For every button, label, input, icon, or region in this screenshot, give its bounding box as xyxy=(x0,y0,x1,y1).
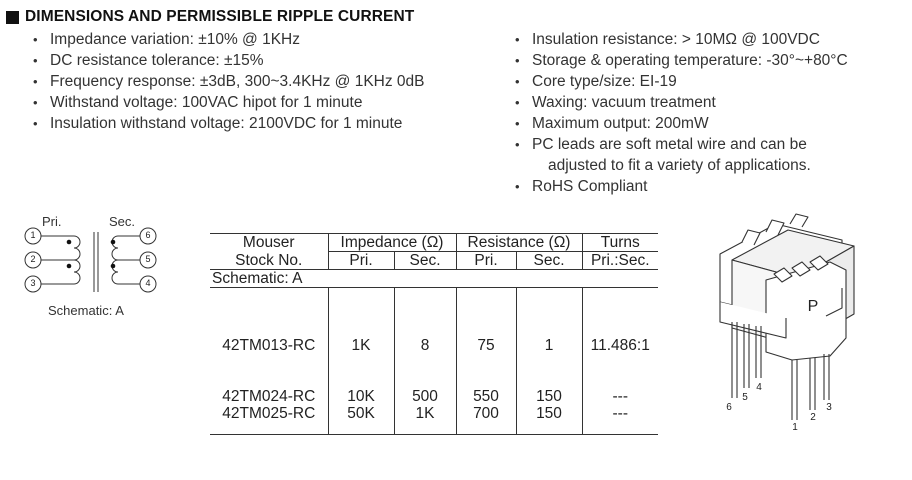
resistance-pri: 550 xyxy=(456,388,516,405)
col-header-resistance: Resistance (Ω) xyxy=(456,234,582,252)
stock-number: 42TM013-RC xyxy=(222,337,316,354)
spec-item: • Frequency response: ±3dB, 300~3.4KHz @ 1KHz 0dB xyxy=(30,71,425,92)
col-header-turns-ratio: Pri.:Sec. xyxy=(582,252,658,270)
secondary-label: Sec. xyxy=(109,214,136,229)
spec-item: • Insulation withstand voltage: 2100VDC for 1 minute xyxy=(30,113,425,134)
resistance-pri: 700 xyxy=(456,405,516,435)
col-header-mouser: Mouser xyxy=(210,234,328,252)
spec-list-right xyxy=(512,29,848,197)
spec-item-multiline xyxy=(512,134,848,176)
col-header-imp-pri: Pri. xyxy=(328,252,394,270)
transformer-drawing xyxy=(706,210,906,440)
pin-label: 2 xyxy=(30,254,36,264)
spec-item: • Core type/size: EI-19 xyxy=(512,71,848,92)
impedance-pri: 10K xyxy=(328,388,394,405)
spec-item: • Insulation resistance: > 10MΩ @ 100VDC xyxy=(512,29,848,50)
spec-item: • Maximum output: 200mW xyxy=(512,113,848,134)
primary-label: Pri. xyxy=(42,214,62,229)
impedance-pri: 1K xyxy=(328,288,394,388)
polarity-mark: P xyxy=(807,298,819,315)
spec-item: • DC resistance tolerance: ±15% xyxy=(30,50,425,71)
col-header-res-pri: Pri. xyxy=(456,252,516,270)
pin-label: 1 xyxy=(30,230,36,240)
pin-label: 5 xyxy=(145,254,151,264)
resistance-sec: 150 xyxy=(516,388,582,405)
heading-text: DIMENSIONS AND PERMISSIBLE RIPPLE CURRENT xyxy=(25,8,415,25)
spec-item: • Waxing: vacuum treatment xyxy=(512,92,848,113)
spec-list-left xyxy=(30,29,425,134)
spec-item-line: PC leads are soft metal wire and can be xyxy=(532,136,807,153)
stock-number: 42TM024-RC xyxy=(222,387,316,405)
resistance-sec: 1 xyxy=(516,288,582,388)
table-row xyxy=(210,388,658,405)
schematic-caption: Schematic: A xyxy=(48,303,124,318)
pin-label: 6 xyxy=(726,402,732,413)
pin-label: 4 xyxy=(145,278,151,288)
table-subheader-row xyxy=(210,252,658,270)
pin-label: 2 xyxy=(810,412,816,423)
section-heading xyxy=(6,8,414,26)
col-header-stock-no: Stock No. xyxy=(210,252,328,270)
pin-label: 5 xyxy=(742,392,748,403)
turns-ratio: 11.486:1 xyxy=(582,288,658,388)
table-schematic-row xyxy=(210,270,658,288)
impedance-sec: 1K xyxy=(394,405,456,435)
turns-ratio: --- xyxy=(582,405,658,435)
spec-item: • Impedance variation: ±10% @ 1KHz xyxy=(30,29,425,50)
spec-item-line-continued: adjusted to fit a variety of applications. xyxy=(548,157,811,174)
resistance-sec: 150 xyxy=(516,405,582,435)
resistance-pri: 75 xyxy=(456,288,516,388)
col-header-imp-sec: Sec. xyxy=(394,252,456,270)
col-header-turns: Turns xyxy=(582,234,658,252)
turns-ratio: --- xyxy=(582,388,658,405)
table-row xyxy=(210,405,658,435)
pin-label: 3 xyxy=(826,402,832,413)
table-row xyxy=(210,288,658,388)
stock-number: 42TM025-RC xyxy=(210,405,328,435)
pin-label: 4 xyxy=(756,382,762,393)
table-header-row xyxy=(210,234,658,252)
schematic-diagram xyxy=(14,210,174,320)
impedance-pri: 50K xyxy=(328,405,394,435)
pin-label: 3 xyxy=(30,278,36,288)
spec-item: • Withstand voltage: 100VAC hipot for 1 minute xyxy=(30,92,425,113)
pin-label: 1 xyxy=(792,422,798,433)
spec-item: • RoHS Compliant xyxy=(512,176,848,197)
col-header-res-sec: Sec. xyxy=(516,252,582,270)
impedance-sec: 8 xyxy=(394,288,456,388)
heading-square-icon xyxy=(6,11,19,24)
schematic-group-label: Schematic: A xyxy=(210,270,658,288)
pin-label: 6 xyxy=(145,230,151,240)
col-header-impedance: Impedance (Ω) xyxy=(328,234,456,252)
impedance-sec: 500 xyxy=(394,388,456,405)
parts-table xyxy=(210,233,658,435)
spec-item: • Storage & operating temperature: -30°~+80°C xyxy=(512,50,848,71)
